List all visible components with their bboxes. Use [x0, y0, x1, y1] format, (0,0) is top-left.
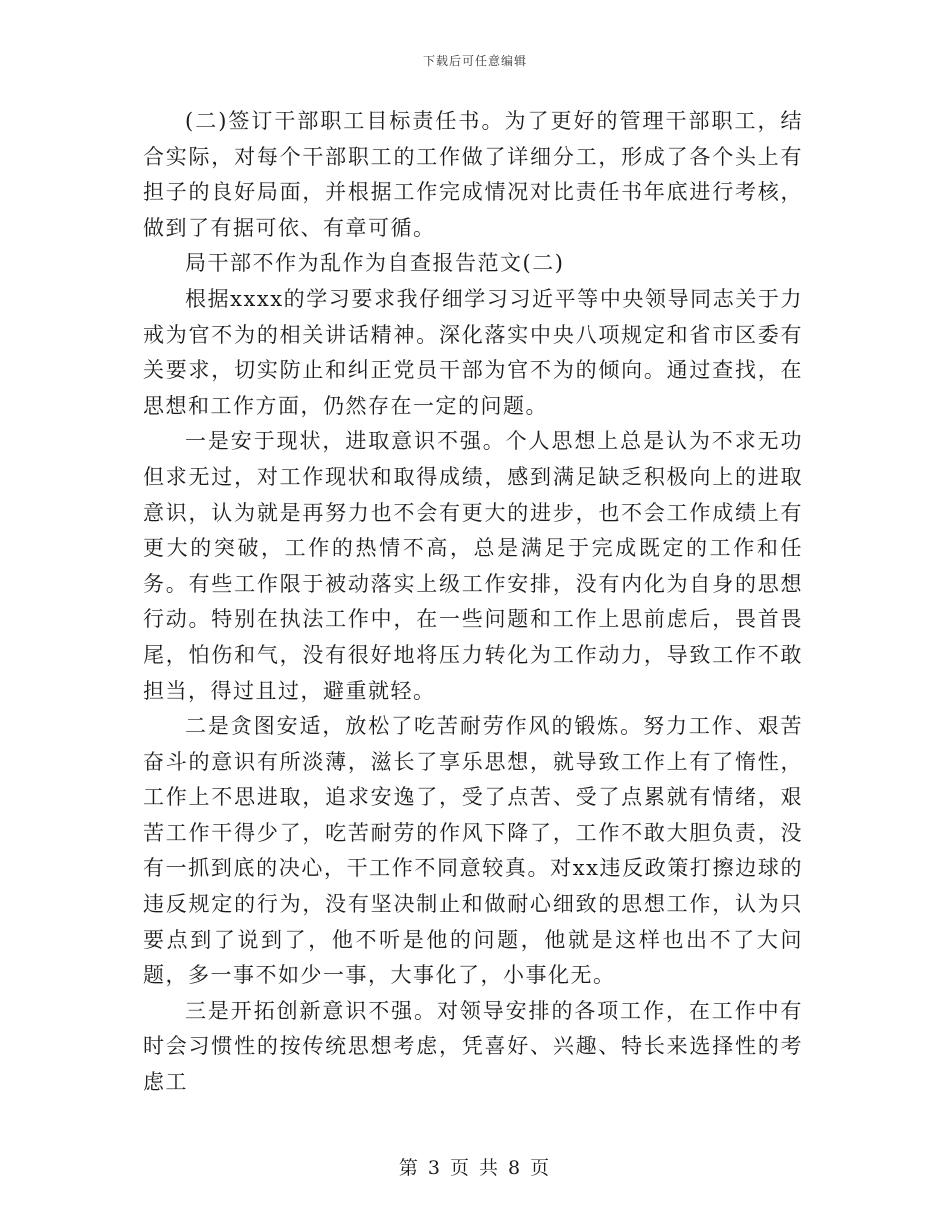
paragraph-point-two: 二是贪图安适，放松了吃苦耐劳作风的锻炼。努力工作、艰苦奋斗的意识有所淡薄，滋长了享乐思想，就导致工作上有了惰性，工作上不思进取，追求安逸了，受了点苦、受了点累就有情绪，艰苦工作干得少了，吃苦耐劳的作风下降了，工作不敢大胆负责，没有一抓到底的决心，干工作不同意较真。对xx违反政策打擦边球的违反规定的行为，没有坚决制止和做耐心细致的思想工作，认为只要点到了说到了，他不听是他的问题，他就是这样也出不了大问题，多一事不如少一事，大事化了，小事化无。 — [143, 714, 803, 988]
page-header: 下载后可任意编辑 — [422, 54, 527, 68]
paragraph-point-one: 一是安于现状，进取意识不强。个人思想上总是认为不求无功但求无过，对工作现状和取得成绩，感到满足缺乏积极向上的进取意识，认为就是再努力也不会有更大的进步，也不会工作成绩上有更大的突破，工作的热情不高，总是满足于完成既定的工作和任务。有些工作限于被动落实上级工作安排，没有内化为自身的思想行动。特别在执法工作中，在一些问题和工作上思前虑后，畏首畏尾，怕伤和气，没有很好地将压力转化为工作动力，导致工作不敢担当，得过且过，避重就轻。 — [143, 429, 803, 703]
paragraph-target-responsibility: (二)签订干部职工目标责任书。为了更好的管理干部职工，结合实际，对每个干部职工的工作做了详细分工，形成了各个头上有担子的良好局面，并根据工作完成情况对比责任书年底进行考核，做到了有据可依、有章可循。 — [143, 109, 803, 240]
page-footer: 第 3 页 共 8 页 — [398, 1157, 552, 1179]
paragraph-point-three: 三是开拓创新意识不强。对领导安排的各项工作，在工作中有时会习惯性的按传统思想考虑，凭喜好、兴趣、特长来选择性的考虑工 — [143, 998, 803, 1095]
section-heading: 局干部不作为乱作为自查报告范文(二) — [185, 251, 565, 276]
paragraph-intro: 根据xxxx的学习要求我仔细学习习近平等中央领导同志关于力戒为官不为的相关讲话精神。深化落实中央八项规定和省市区委有关要求，切实防止和纠正党员干部为官不为的倾向。通过查找，在思想和工作方面，仍然存在一定的问题。 — [143, 286, 803, 418]
document-body — [143, 104, 803, 1101]
